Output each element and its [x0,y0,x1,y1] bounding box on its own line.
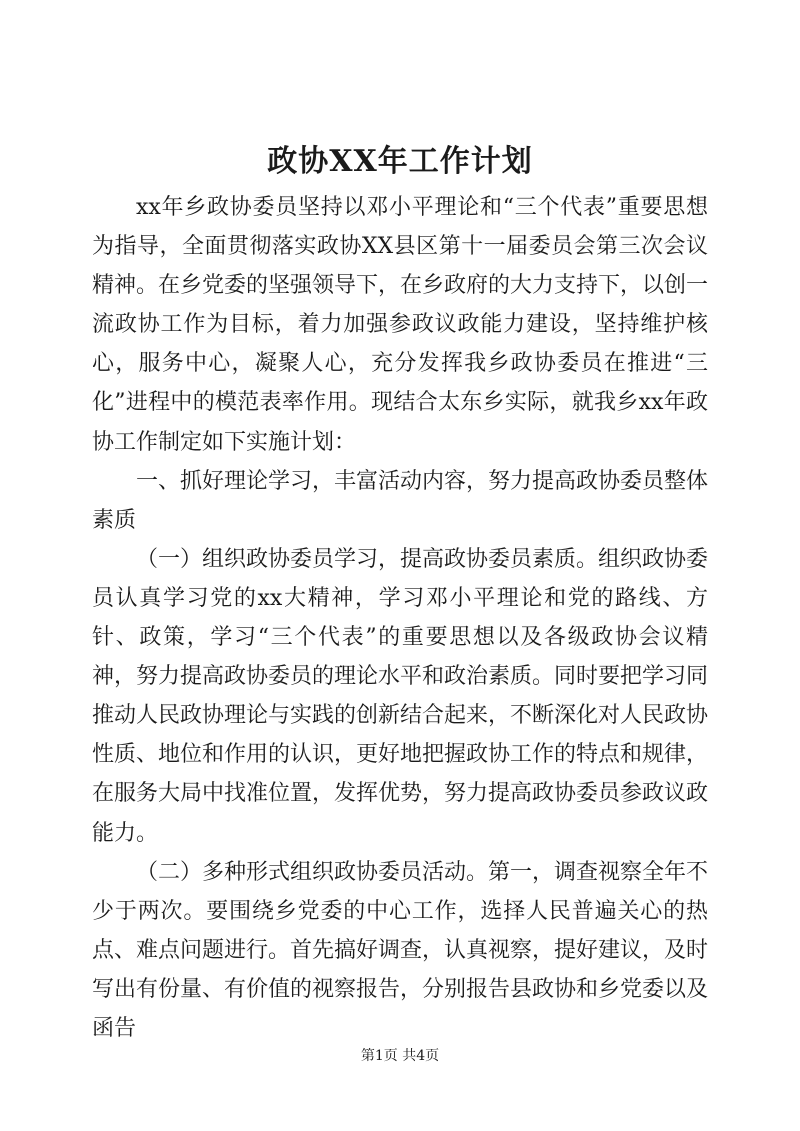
page-footer: 第1页 共4页 [360,1048,440,1064]
section-heading-1: 一、抓好理论学习，丰富活动内容，努力提高政协委员整体素质 [92,468,709,533]
document-title: 政协XX年工作计划 [267,144,533,179]
paragraph-subsection-1: （一）组织政协委员学习，提高政协委员素质。组织政协委员认真学习党的xx大精神，学习邓小平理论和党的路线、方针、政策，学习“三个代表”的重要思想以及各级政协会议精神，努力提高政协委员的理论水平和政治素质。同时要把学习同推动人民政协理论与实践的创新结合起来，不断深化对人民政协性质、地位和作用的认识，更好地把握政协工作的特点和规律，在服务大局中找准位置，发挥优势，努力提高政协委员参政议政能力。 [92,546,709,846]
paragraph-intro: xx年乡政协委员坚持以邓小平理论和“三个代表”重要思想为指导，全面贯彻落实政协XX县区第十一届委员会第三次会议精神。在乡党委的坚强领导下，在乡政府的大力支持下，以创一流政协工作为目标，着力加强参政议政能力建设，坚持维护核心，服务中心，凝聚人心，充分发挥我乡政协委员在推进“三化”进程中的模范表率作用。现结合太东乡实际，就我乡xx年政协工作制定如下实施计划： [92,195,709,455]
document-body [92,188,708,1048]
paragraph-subsection-2: （二）多种形式组织政协委员活动。第一，调查视察全年不少于两次。要围绕乡党委的中心工作，选择人民普遍关心的热点、难点问题进行。首先搞好调查，认真视察，提好建议，及时写出有份量、有价值的视察报告，分别报告县政协和乡党委以及函告 [92,859,709,1041]
